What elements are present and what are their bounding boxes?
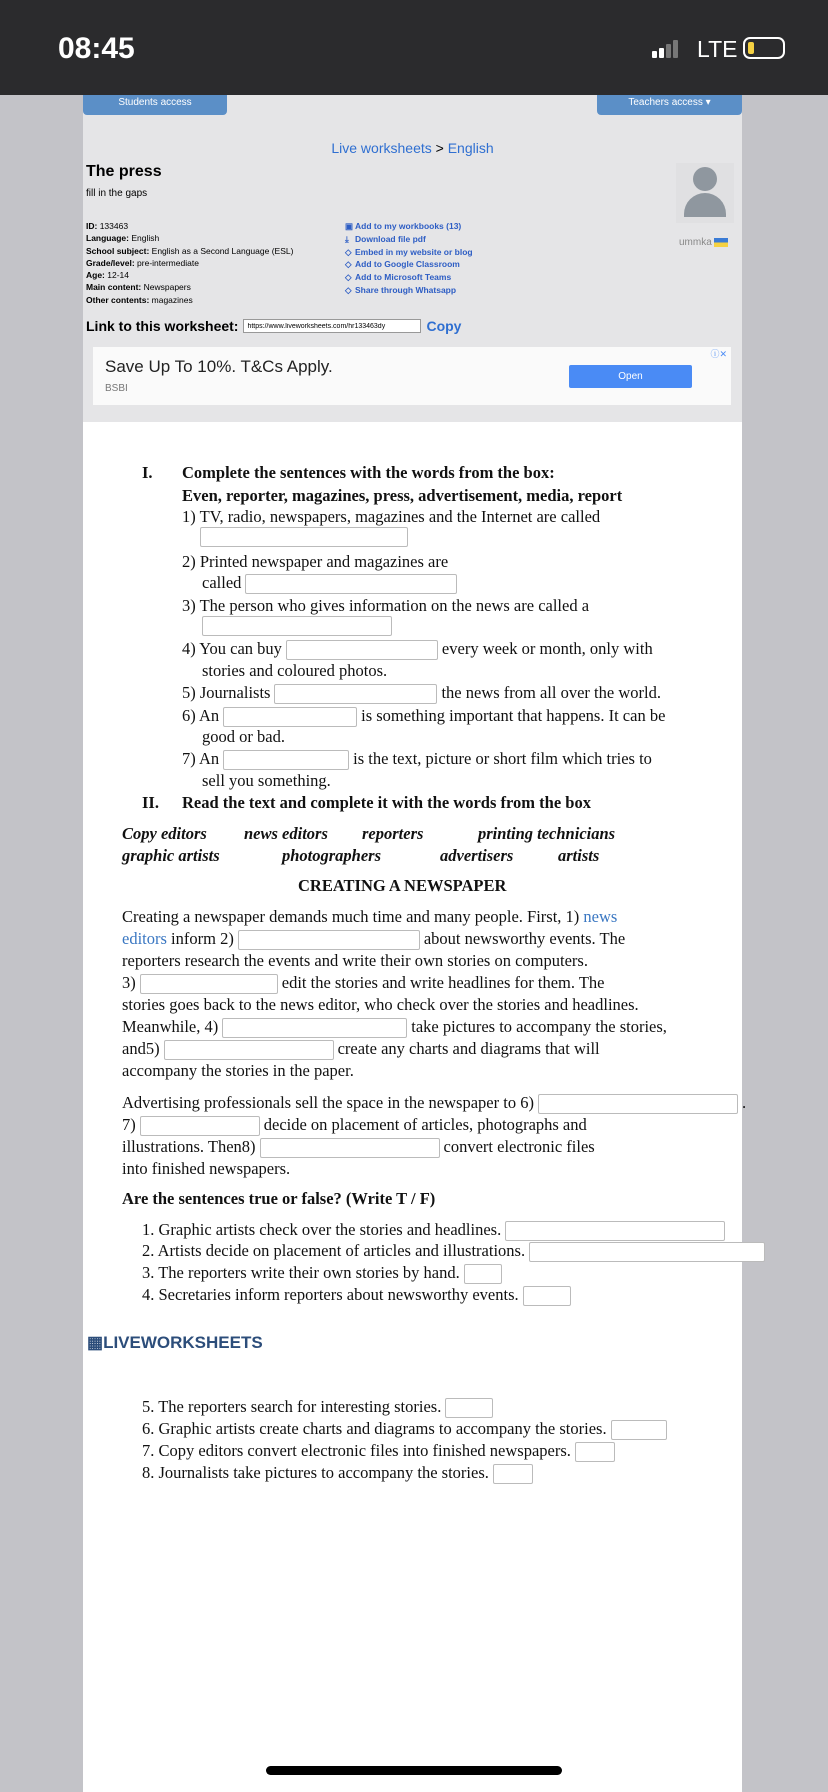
example-answer: news (583, 907, 618, 926)
embed-icon: ◇ (345, 246, 352, 257)
worksheet-line (122, 1017, 667, 1038)
line-text: I. (142, 463, 153, 482)
worksheet-line (142, 1263, 506, 1284)
answer-blank-input[interactable] (538, 1094, 738, 1114)
line-text: convert electronic files (443, 1137, 595, 1156)
line-text: edit the stories and write headlines for them. The (281, 973, 605, 992)
action-link[interactable] (345, 246, 473, 259)
line-text: called (202, 573, 242, 592)
line-text: 4. Secretaries inform reporters about newsworthy events. (142, 1285, 519, 1304)
google-classroom-icon: ◇ (345, 259, 352, 270)
line-text: 5) Journalists (182, 683, 271, 702)
students-access-button[interactable]: Students access (83, 95, 227, 115)
line-text: accompany the stories in the paper. (122, 1061, 354, 1080)
meta-value: 12-14 (104, 270, 129, 281)
line-text: stories goes back to the news editor, who check over the stories and headlines. (122, 995, 639, 1014)
meta-key: Other contents: (86, 294, 150, 305)
breadcrumb-current[interactable]: English (447, 140, 494, 156)
line-text: the news from all over the world. (441, 683, 661, 702)
worksheet-header (83, 95, 742, 422)
worksheet-line (122, 929, 625, 950)
status-bar (0, 0, 828, 95)
whatsapp-icon: ◇ (345, 284, 352, 295)
line-text: news editors (244, 824, 328, 843)
meta-key: Main content: (86, 282, 142, 293)
home-indicator[interactable] (266, 1766, 562, 1775)
worksheet-actions (345, 220, 473, 297)
liveworksheets-logo (87, 1333, 263, 1353)
line-text: every week or month, only with (441, 639, 653, 658)
line-text: Advertising professionals sell the space in the newspaper to 6) (122, 1093, 534, 1112)
worksheet-line (142, 1241, 769, 1262)
answer-blank-input[interactable] (222, 1018, 407, 1038)
worksheet-line (478, 824, 615, 844)
breadcrumb (83, 140, 742, 156)
line-text: Copy editors (122, 824, 207, 843)
action-label: Embed in my website or blog (355, 246, 473, 257)
line-text: 8. Journalists take pictures to accompany the stories. (142, 1463, 489, 1482)
meta-value: magazines (149, 294, 193, 305)
worksheet-line (362, 824, 423, 844)
meta-row (86, 232, 293, 244)
answer-blank-input[interactable] (493, 1464, 533, 1484)
meta-value: English as a Second Language (ESL) (149, 245, 294, 256)
worksheet-line (244, 824, 328, 844)
line-text: take pictures to accompany the stories, (411, 1017, 667, 1036)
action-link[interactable] (345, 233, 473, 246)
signal-icon (652, 40, 678, 58)
action-link[interactable] (345, 284, 473, 297)
breadcrumb-separator: > (435, 140, 444, 156)
line-text: artists (558, 846, 600, 865)
meta-row (86, 269, 293, 281)
teams-icon: ◇ (345, 272, 352, 283)
line-text: Read the text and complete it with the words from the box (182, 793, 591, 812)
line-text: decide on placement of articles, photographs and (263, 1115, 587, 1134)
action-label: Add to Google Classroom (355, 259, 460, 270)
worksheet-line (122, 995, 639, 1015)
action-label: Download file pdf (355, 233, 426, 244)
worksheet-line (142, 1463, 537, 1484)
line-text: 7. Copy editors convert electronic files into finished newspapers. (142, 1441, 571, 1460)
worksheet-line (182, 706, 665, 727)
line-text: 1. Graphic artists check over the stories and headlines. (142, 1220, 502, 1239)
answer-blank-input[interactable] (464, 1264, 502, 1284)
link-input[interactable] (243, 319, 421, 333)
worksheet-line (202, 661, 387, 681)
line-text: 1) TV, radio, newspapers, magazines and the Internet are called (182, 507, 601, 526)
worksheet-line (142, 1220, 729, 1241)
worksheet-line (122, 1159, 290, 1179)
answer-blank-input[interactable] (529, 1242, 765, 1262)
worksheet-line (298, 876, 506, 896)
meta-key: ID: (86, 221, 98, 231)
worksheet-line (122, 951, 588, 971)
worksheet-line (282, 846, 381, 866)
worksheet-line (182, 507, 600, 527)
worksheet-line (122, 907, 617, 927)
line-text: graphic artists (122, 846, 220, 865)
worksheet-line (182, 749, 652, 770)
answer-blank-input[interactable] (286, 640, 438, 660)
line-text: Complete the sentences with the words from the box: (182, 463, 555, 482)
worksheet-line (122, 973, 604, 994)
ad-close-icon[interactable]: ⓘ✕ (710, 349, 727, 359)
ukraine-flag-icon (714, 238, 728, 247)
breadcrumb-root[interactable]: Live worksheets (331, 140, 432, 156)
ad-open-button[interactable]: Open (569, 365, 692, 388)
meta-row (86, 220, 293, 232)
worksheet-line (122, 1115, 587, 1136)
network-type: LTE (697, 36, 738, 62)
line-text: CREATING A NEWSPAPER (298, 876, 507, 895)
worksheet-line (122, 1093, 746, 1114)
action-link[interactable] (345, 220, 473, 233)
line-text: Creating a newspaper demands much time and many people. First, 1) (122, 907, 584, 926)
line-text: 6. Graphic artists create charts and diagrams to accompany the stories. (142, 1419, 607, 1438)
answer-blank-input[interactable] (140, 1116, 260, 1136)
worksheet-line (182, 639, 653, 660)
worksheet-line (440, 846, 513, 866)
line-text: create any charts and diagrams that will (337, 1039, 600, 1058)
meta-row (86, 281, 293, 293)
line-text: II. (142, 793, 159, 812)
line-text: illustrations. Then8) (122, 1137, 256, 1156)
worksheet-line (202, 573, 461, 594)
meta-value: Newspapers (141, 282, 191, 293)
page-title: The press (86, 163, 162, 180)
answer-blank-input[interactable] (611, 1420, 667, 1440)
avatar[interactable] (676, 163, 734, 223)
worksheet-line (122, 1039, 600, 1060)
line-text: 3) (122, 973, 136, 992)
answer-blank-input[interactable] (245, 574, 457, 594)
worksheet-link-row (86, 318, 461, 334)
worksheet-line (202, 771, 331, 791)
line-text: 7) An (182, 749, 220, 768)
copy-link-button[interactable]: Copy (426, 318, 462, 334)
teachers-access-button[interactable]: Teachers access ▾ (597, 95, 742, 115)
line-text: 3) The person who gives information on the news are called a (182, 596, 590, 615)
line-text: advertisers (440, 846, 514, 865)
meta-row (86, 257, 293, 269)
line-text: and5) (122, 1039, 160, 1058)
battery-icon (743, 37, 785, 59)
download-icon: ⤓ (345, 233, 349, 244)
meta-key: Language: (86, 233, 129, 244)
meta-value: pre-intermediate (134, 257, 199, 268)
line-text: is the text, picture or short film which tries to (353, 749, 652, 768)
answer-blank-input[interactable] (274, 684, 437, 704)
worksheet-line (142, 793, 159, 813)
worksheet-line (182, 793, 591, 813)
worksheet-line (182, 463, 555, 483)
worksheet-line (122, 846, 220, 866)
line-text: stories and coloured photos. (202, 661, 388, 680)
meta-row (86, 294, 293, 306)
meta-key: School subject: (86, 245, 150, 256)
line-text: 2) Printed newspaper and magazines are (182, 552, 449, 571)
logo-text: LIVEWORKSHEETS (103, 1333, 263, 1352)
meta-row (86, 245, 293, 257)
worksheet-line (122, 1061, 354, 1081)
answer-blank-input[interactable] (223, 750, 349, 770)
answer-blank-input[interactable] (140, 974, 278, 994)
ad-banner[interactable] (93, 347, 731, 405)
line-text: 5. The reporters search for interesting stories. (142, 1397, 442, 1416)
line-text: 2. Artists decide on placement of articles and illustrations. (142, 1241, 526, 1260)
worksheet-line (182, 683, 661, 704)
worksheet-line (122, 1137, 595, 1158)
answer-blank-input[interactable] (200, 527, 408, 547)
line-text: Meanwhile, 4) (122, 1017, 219, 1036)
worksheet-line (142, 1285, 575, 1306)
answer-blank-input[interactable] (164, 1040, 334, 1060)
line-text: photographers (282, 846, 382, 865)
line-text: 6) An (182, 706, 220, 725)
line-text: . (741, 1093, 747, 1112)
link-label: Link to this worksheet: (86, 318, 239, 334)
line-text: 3. The reporters write their own stories by hand. (142, 1263, 460, 1282)
line-text: about newsworthy events. The (423, 929, 626, 948)
worksheet-line (182, 552, 448, 572)
author-label: ummka (679, 237, 712, 248)
worksheet-meta (86, 220, 293, 306)
line-text: sell you something. (202, 771, 331, 790)
line-text: good or bad. (202, 727, 285, 746)
answer-blank-input[interactable] (505, 1221, 725, 1241)
answer-blank-input[interactable] (575, 1442, 615, 1462)
worksheet-line (182, 486, 622, 506)
action-link[interactable] (345, 258, 473, 271)
action-label: Share through Whatsapp (355, 284, 457, 295)
worksheet-line (122, 1189, 435, 1209)
worksheet-line (142, 1397, 497, 1418)
action-label: Add to my workbooks (13) (355, 221, 462, 231)
line-text: inform 2) (166, 929, 234, 948)
answer-blank-input[interactable] (260, 1138, 440, 1158)
example-answer: editors (122, 929, 167, 948)
worksheet-line (142, 463, 153, 483)
line-text: is something important that happens. It can be (361, 706, 666, 725)
worksheet-line (198, 615, 396, 636)
line-text: 7) (122, 1115, 136, 1134)
worksheet-line (122, 824, 207, 844)
worksheet-line (142, 1419, 671, 1440)
line-text: reporters (362, 824, 424, 843)
ad-advertiser: BSBI (105, 383, 128, 394)
author-name[interactable] (679, 237, 728, 248)
meta-value: English (128, 233, 160, 244)
answer-blank-input[interactable] (238, 930, 420, 950)
worksheet-line (558, 846, 599, 866)
action-label: Add to Microsoft Teams (355, 272, 452, 283)
page-subtitle: fill in the gaps (86, 188, 148, 199)
line-text: Even, reporter, magazines, press, advertisement, media, report (182, 486, 623, 505)
clock: 08:45 (58, 32, 135, 65)
meta-value: 133463 (97, 221, 129, 231)
action-link[interactable] (345, 271, 473, 284)
line-text: Are the sentences true or false? (Write T / F) (122, 1189, 436, 1208)
ad-headline: Save Up To 10%. T&Cs Apply. (105, 357, 333, 376)
answer-blank-input[interactable] (202, 616, 392, 636)
answer-blank-input[interactable] (523, 1286, 571, 1306)
meta-key: Grade/level: (86, 257, 135, 268)
line-text: 4) You can buy (182, 639, 282, 658)
answer-blank-input[interactable] (223, 707, 357, 727)
meta-key: Age: (86, 270, 105, 281)
worksheet-line (142, 1441, 619, 1462)
worksheet-line (182, 596, 589, 616)
line-text: into finished newspapers. (122, 1159, 291, 1178)
logo-icon: ▦ (87, 1333, 104, 1352)
answer-blank-input[interactable] (445, 1398, 493, 1418)
line-text: printing technicians (478, 824, 616, 843)
book-plus-icon: ▣ (345, 221, 354, 231)
worksheet-line (196, 526, 412, 547)
worksheet-line (202, 727, 285, 747)
line-text: reporters research the events and write their own stories on computers. (122, 951, 588, 970)
